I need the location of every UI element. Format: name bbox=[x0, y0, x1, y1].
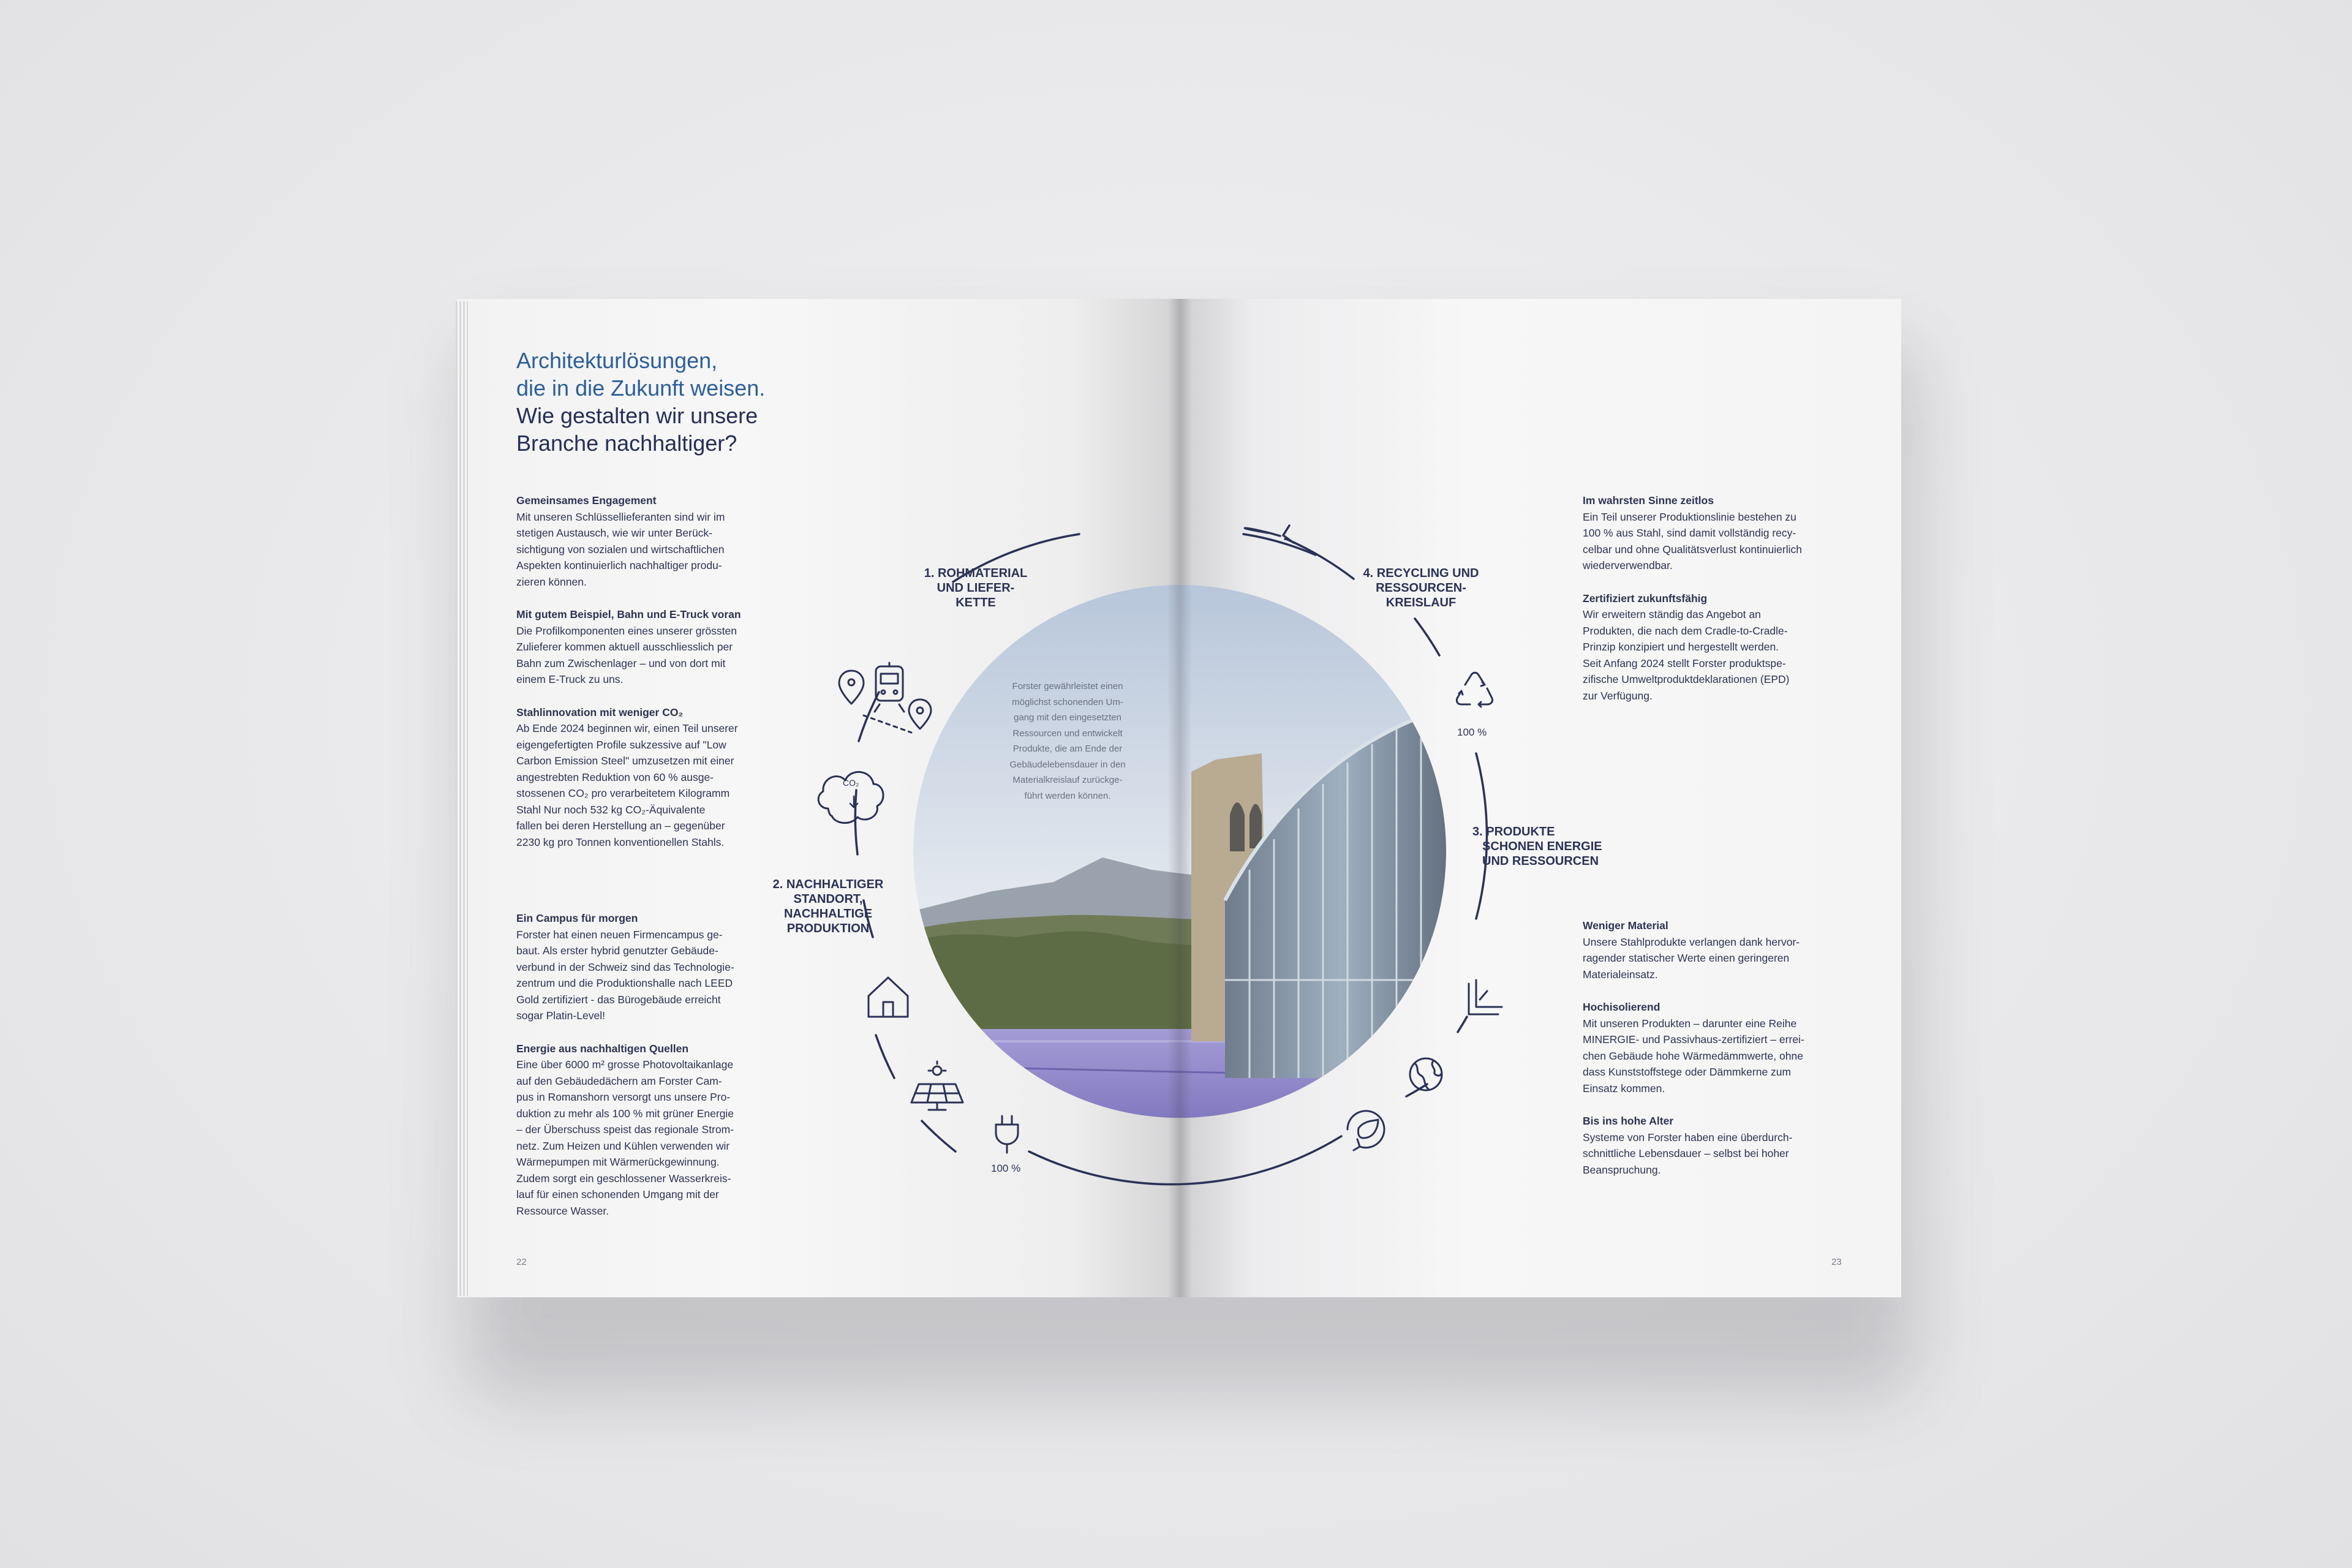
body-line: Forster hat einen neuen Firmencampus ge- bbox=[516, 928, 723, 941]
step-1-line-1: 1. ROHMATERIAL bbox=[924, 567, 1028, 580]
body-line: stossenen CO₂ pro verarbeitetem Kilogramm bbox=[516, 787, 730, 799]
caption-line-8: führt werden können. bbox=[1024, 790, 1111, 801]
body-line: Systeme von Forster haben eine überdurch- bbox=[1583, 1131, 1793, 1144]
right-text-column-top bbox=[1583, 492, 1864, 720]
page-number-right: 23 bbox=[1831, 1257, 1842, 1267]
body-line: 2230 kg pro Tonnen konventionellen Stahls. bbox=[516, 835, 725, 848]
body-line: Einsatz kommen. bbox=[1583, 1082, 1665, 1095]
step-1-line-2: UND LIEFER- bbox=[937, 581, 1015, 595]
body-line: pus in Romanshorn versorgt uns unsere Pro- bbox=[516, 1091, 731, 1103]
body-line: auf den Gebäudedächern am Forster Cam- bbox=[516, 1074, 722, 1087]
step-1-label bbox=[911, 566, 1040, 610]
house-icon bbox=[869, 978, 908, 1017]
train-icon bbox=[875, 663, 904, 712]
section-heading: Weniger Material bbox=[1583, 919, 1668, 932]
body-line: netz. Zum Heizen und Kühlen verwenden wir bbox=[516, 1139, 730, 1152]
section-heading: Mit gutem Beispiel, Bahn und E-Truck voran bbox=[516, 608, 741, 620]
body-line: Prinzip konzipiert und hergestellt werden. bbox=[1583, 641, 1779, 653]
body-line: Die Profilkomponenten eines unserer grössten bbox=[516, 624, 737, 637]
caption-line-7: Materialkreislauf zurückge- bbox=[1012, 775, 1123, 785]
body-line: stetigen Austausch, wie wir unter Berück- bbox=[516, 527, 713, 539]
body-line: Produkten, die nach dem Cradle-to-Cradle- bbox=[1583, 624, 1788, 637]
step-4-label bbox=[1348, 566, 1494, 610]
body-line: MINERGIE- und Passivhaus-zertifiziert – errei- bbox=[1583, 1033, 1804, 1046]
body-line: Gold zertifiziert - das Bürogebäude erreicht bbox=[516, 993, 721, 1006]
spine-gutter bbox=[1167, 299, 1192, 1297]
headline-blue-line-1: Architekturlösungen, bbox=[516, 348, 718, 373]
body-line: Carbon Emission Steel" umzusetzen mit einer bbox=[516, 755, 734, 767]
section-heading: Stahlinnovation mit weniger CO₂ bbox=[516, 706, 684, 718]
location-pin-icon bbox=[839, 671, 864, 704]
page-number-left: 22 bbox=[516, 1257, 527, 1267]
globe-icon bbox=[1410, 1058, 1442, 1090]
body-line: 100 % aus Stahl, sind damit vollständig recy- bbox=[1583, 527, 1796, 539]
section-heading: Energie aus nachhaltigen Quellen bbox=[516, 1042, 689, 1055]
section-heading: Ein Campus für morgen bbox=[516, 912, 638, 924]
section-heading: Im wahrsten Sinne zeitlos bbox=[1583, 494, 1714, 507]
body-line: Ressource Wasser. bbox=[516, 1204, 609, 1217]
arrow-head-icon bbox=[1283, 526, 1294, 543]
caption-line-5: Produkte, die am Ende der bbox=[1012, 744, 1123, 754]
page-headline bbox=[516, 347, 835, 457]
step-4-line-3: KREISLAUF bbox=[1385, 596, 1457, 609]
step-4-line-2: RESSOURCEN- bbox=[1376, 581, 1466, 595]
body-line: – der Überschuss speist das regionale Strom- bbox=[516, 1123, 734, 1136]
plug-icon bbox=[996, 1116, 1018, 1153]
body-line: angestrebten Reduktion von 60 % ausge- bbox=[516, 771, 714, 783]
body-line: Mit unseren Produkten – darunter eine Reihe bbox=[1583, 1017, 1797, 1030]
co2-label: CO₂ bbox=[843, 778, 859, 788]
caption-line-2: möglichst schonenden Um- bbox=[1012, 696, 1123, 707]
step-2-line-3: NACHHALTIGE bbox=[783, 907, 873, 921]
body-line: Seit Anfang 2024 stellt Forster produktspe- bbox=[1583, 657, 1786, 669]
body-line: Ab Ende 2024 beginnen wir, einen Teil unserer bbox=[516, 722, 738, 734]
body-line: Beanspruchung. bbox=[1583, 1163, 1661, 1176]
body-line: celbar und ohne Qualitätsverlust kontinuierlich bbox=[1583, 543, 1802, 556]
body-line: Unsere Stahlprodukte verlangen dank hervor- bbox=[1583, 935, 1800, 948]
body-line: wiederverwendbar. bbox=[1583, 559, 1673, 571]
body-line: zentrum und die Produktionshalle nach LEED bbox=[516, 977, 733, 989]
caption-line-6: Gebäudelebensdauer in den bbox=[1009, 759, 1126, 770]
step-3-label bbox=[1472, 824, 1607, 869]
text-section bbox=[516, 492, 798, 590]
body-line: verbund in der Schweiz sind das Technologie- bbox=[516, 960, 734, 973]
caption-line-3: gang mit den eingesetzten bbox=[1014, 712, 1121, 723]
body-line: Wärmepumpen mit Wärmerückgewinnung. bbox=[516, 1156, 720, 1168]
text-section bbox=[516, 1041, 798, 1219]
left-text-column-top bbox=[516, 492, 798, 867]
step-1-line-3: KETTE bbox=[956, 596, 996, 609]
step-2-label bbox=[767, 877, 889, 936]
recycle-icon bbox=[1457, 673, 1492, 707]
text-section bbox=[1583, 590, 1864, 704]
headline-blue-line-2: die in die Zukunft weisen. bbox=[516, 375, 766, 401]
body-line: Ein Teil unserer Produktionslinie bestehen zu bbox=[1583, 510, 1796, 523]
left-text-column-bottom bbox=[516, 910, 798, 1235]
body-line: zieren können. bbox=[516, 575, 587, 588]
body-line: sogar Platin-Level! bbox=[516, 1009, 605, 1022]
circle-caption bbox=[991, 679, 1144, 804]
body-line: Materialeinsatz. bbox=[1583, 968, 1658, 981]
section-heading: Bis ins hohe Alter bbox=[1583, 1115, 1674, 1127]
leaf-cycle-icon bbox=[1348, 1111, 1384, 1150]
headline-dark-line-1: Wie gestalten wir unsere bbox=[516, 403, 758, 428]
body-line: Eine über 6000 m² grosse Photovoltaikanlage bbox=[516, 1058, 734, 1071]
body-line: zifische Umweltproduktdeklarationen (EPD) bbox=[1583, 673, 1790, 685]
section-heading: Zertifiziert zukunftsfähig bbox=[1583, 592, 1708, 605]
body-line: lauf für einen schonenden Umgang mit der bbox=[516, 1188, 719, 1200]
section-heading: Gemeinsames Engagement bbox=[516, 494, 657, 507]
body-line: baut. Als erster hybrid genutzter Gebäude- bbox=[516, 944, 718, 957]
body-line: Wir erweitern ständig das Angebot an bbox=[1583, 608, 1761, 620]
text-section bbox=[1583, 918, 1864, 982]
steel-profile-icon bbox=[1469, 980, 1502, 1014]
step-3-line-1: 3. PRODUKTE bbox=[1472, 825, 1555, 839]
text-section bbox=[1583, 492, 1864, 574]
step-4-line-1: 4. RECYCLING UND bbox=[1363, 567, 1479, 580]
step-2-line-1: 2. NACHHALTIGER bbox=[772, 878, 884, 891]
body-line: Zudem sorgt ein geschlossener Wasserkreis- bbox=[516, 1172, 731, 1185]
body-line: Mit unseren Schlüssellieferanten sind wir im bbox=[516, 510, 725, 523]
body-line: Bahn zum Zwischenlager – und von dort mit bbox=[516, 657, 726, 669]
body-line: fallen bei deren Herstellung an – gegenüber bbox=[516, 820, 725, 832]
step-2-line-4: PRODUKTION bbox=[786, 922, 870, 935]
location-pin-2-icon bbox=[909, 699, 931, 729]
step-3-line-3: UND RESSOURCEN bbox=[1482, 854, 1599, 868]
body-line: Stahl Nur noch 532 kg CO₂-Äquivalente bbox=[516, 803, 706, 816]
text-section bbox=[1583, 1113, 1864, 1178]
text-section bbox=[516, 606, 798, 688]
headline-dark-line-2: Branche nachhaltiger? bbox=[516, 431, 737, 456]
text-section bbox=[1583, 999, 1864, 1096]
body-line: eigengefertigten Profile sukzessive auf "Low bbox=[516, 738, 726, 751]
step-2-line-2: STANDORT, bbox=[793, 892, 863, 906]
body-line: chen Gebäude hohe Wärmedämmwerte, ohne bbox=[1583, 1049, 1803, 1062]
text-section bbox=[516, 910, 798, 1024]
solar-panel-icon bbox=[911, 1061, 963, 1110]
body-line: zur Verfügung. bbox=[1583, 689, 1653, 702]
route-dashed-line bbox=[864, 715, 911, 733]
body-line: einem E-Truck zu uns. bbox=[516, 673, 624, 685]
right-text-column-bottom bbox=[1583, 918, 1864, 1194]
body-line: duktion zu mehr als 100 % mit grüner Energie bbox=[516, 1107, 734, 1120]
body-line: dass Kunststoffstege oder Dämmkerne zum bbox=[1583, 1066, 1792, 1078]
body-line: sichtigung von sozialen und wirtschaftlichen bbox=[516, 543, 725, 556]
energy-percent: 100 % bbox=[991, 1163, 1021, 1174]
body-line: Aspekten kontinuierlich nachhaltiger produ- bbox=[516, 559, 722, 571]
section-heading: Hochisolierend bbox=[1583, 1001, 1660, 1013]
caption-line-1: Forster gewährleistet einen bbox=[1012, 681, 1123, 692]
text-section bbox=[516, 704, 798, 851]
step-3-line-2: SCHONEN ENERGIE bbox=[1482, 840, 1602, 853]
recycle-percent: 100 % bbox=[1457, 726, 1487, 738]
caption-line-4: Ressourcen und entwickelt bbox=[1012, 728, 1123, 739]
body-line: schnittliche Lebensdauer – selbst bei hoher bbox=[1583, 1147, 1789, 1159]
body-line: ragender statischer Werte einen geringeren bbox=[1583, 952, 1790, 964]
body-line: Zulieferer kommen aktuell ausschliesslich per bbox=[516, 641, 733, 653]
